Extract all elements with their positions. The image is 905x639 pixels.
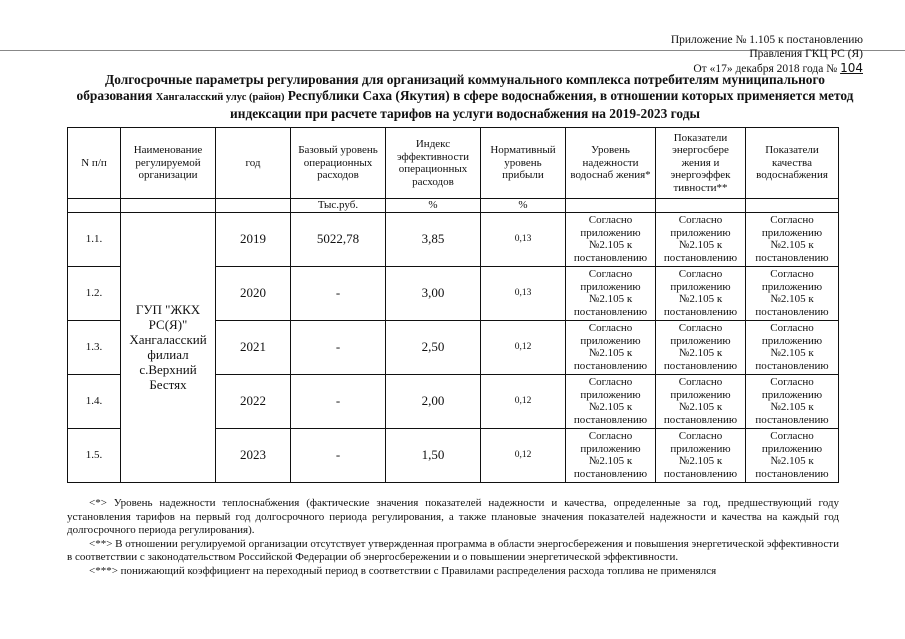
row-number: 1.3. (68, 320, 121, 374)
profit-level-cell: 0,13 (481, 212, 566, 266)
quality-cell: Согласно приложению №2.105 к постановлению (746, 212, 839, 266)
quality-cell: Согласно приложению №2.105 к постановлению (746, 266, 839, 320)
reliability-cell: Согласно приложению №2.105 к постановлению (566, 374, 656, 428)
footnotes (67, 497, 839, 578)
quality-cell: Согласно приложению №2.105 к постановлению (746, 374, 839, 428)
handwritten-number: 104 (840, 61, 863, 75)
energy-efficiency-cell: Согласно приложению №2.105 к постановлению (656, 374, 746, 428)
unit-cell (656, 199, 746, 213)
unit-cell: % (386, 199, 481, 213)
unit-cell: % (481, 199, 566, 213)
year-cell: 2023 (216, 428, 291, 482)
energy-efficiency-cell: Согласно приложению №2.105 к постановлению (656, 428, 746, 482)
parameters-table (67, 127, 839, 483)
energy-efficiency-cell: Согласно приложению №2.105 к постановлению (656, 266, 746, 320)
base-cost-cell: - (291, 320, 386, 374)
quality-cell: Согласно приложению №2.105 к постановлению (746, 428, 839, 482)
row-number: 1.2. (68, 266, 121, 320)
appendix-header (671, 33, 863, 76)
unit-cell (746, 199, 839, 213)
footnote-1: <*> Уровень надежности теплоснабжения (фактические значения показателей надежности и качества, определенные за год, предшествующий году установления тарифов на первый год долгосрочного периода регулирования, а также плановые значения показателей надежности и качества на каждый год долгосрочного периода регулирования). (67, 497, 839, 536)
row-number: 1.4. (68, 374, 121, 428)
year-cell: 2022 (216, 374, 291, 428)
document-title: Долгосрочные параметры регулирования для организаций коммунального комплекса потребителям муниципального образования Хангаласский улус (район) Республики Саха (Якутия) в сфере водоснабжения, в отношении которых применяется метод индексации при расчете тарифов на услуги водоснабжения на 2019-2023 годы (76, 72, 854, 121)
column-header: Показатели качества водоснабжения (746, 128, 839, 199)
energy-efficiency-cell: Согласно приложению №2.105 к постановлению (656, 320, 746, 374)
profit-level-cell: 0,12 (481, 320, 566, 374)
year-cell: 2019 (216, 212, 291, 266)
table-row (68, 212, 839, 266)
appendix-line-2: Правления ГКЦ РС (Я) (749, 48, 863, 60)
header-row (68, 128, 839, 199)
column-header: Уровень надежности водоснаб жения* (566, 128, 656, 199)
year-cell: 2020 (216, 266, 291, 320)
column-header: Индекс эффективности операционных расходов (386, 128, 481, 199)
column-header: N п/п (68, 128, 121, 199)
column-header: Показатели энергосбере жения и энергоэффек тивности** (656, 128, 746, 199)
energy-efficiency-cell: Согласно приложению №2.105 к постановлению (656, 212, 746, 266)
column-header: Нормативный уровень прибыли (481, 128, 566, 199)
efficiency-index-cell: 3,85 (386, 212, 481, 266)
profit-level-cell: 0,12 (481, 428, 566, 482)
footnote-3: <***> понижающий коэффициент на переходный период в соответствии с Правилами распределения расхода топлива не применялся (89, 564, 717, 577)
appendix-line-1: Приложение № 1.105 к постановлению (670, 34, 863, 46)
unit-cell: Тыс.руб. (291, 199, 386, 213)
reliability-cell: Согласно приложению №2.105 к постановлению (566, 428, 656, 482)
organization-name: ГУП "ЖКХ РС(Я)" Хангаласский филиал с.Верхний Бестях (121, 212, 216, 482)
unit-cell (216, 199, 291, 213)
column-header: Наименование регулируемой организации (121, 128, 216, 199)
reliability-cell: Согласно приложению №2.105 к постановлению (566, 212, 656, 266)
efficiency-index-cell: 3,00 (386, 266, 481, 320)
profit-level-cell: 0,12 (481, 374, 566, 428)
efficiency-index-cell: 1,50 (386, 428, 481, 482)
row-number: 1.1. (68, 212, 121, 266)
unit-cell (121, 199, 216, 213)
year-cell: 2021 (216, 320, 291, 374)
unit-cell (566, 199, 656, 213)
base-cost-cell: 5022,78 (291, 212, 386, 266)
base-cost-cell: - (291, 266, 386, 320)
reliability-cell: Согласно приложению №2.105 к постановлению (566, 320, 656, 374)
appendix-line-3: От «17» декабря 2018 года № 104 (693, 61, 863, 75)
footnote-2: <**> В отношении регулируемой организации отсутствует утвержденная программа в области энергосбережения и повышения энергетической эффективности в соответствии с законодательством Российской Федерации об энергосбережении и о повышении энергетической эффективности. (67, 537, 839, 563)
base-cost-cell: - (291, 428, 386, 482)
reliability-cell: Согласно приложению №2.105 к постановлению (566, 266, 656, 320)
district-name: Хангаласский улус (район) (155, 92, 285, 103)
base-cost-cell: - (291, 374, 386, 428)
row-number: 1.5. (68, 428, 121, 482)
efficiency-index-cell: 2,00 (386, 374, 481, 428)
units-row (68, 199, 839, 213)
column-header: год (216, 128, 291, 199)
quality-cell: Согласно приложению №2.105 к постановлению (746, 320, 839, 374)
column-header: Базовый уровень операционных расходов (291, 128, 386, 199)
unit-cell (68, 199, 121, 213)
profit-level-cell: 0,13 (481, 266, 566, 320)
efficiency-index-cell: 2,50 (386, 320, 481, 374)
